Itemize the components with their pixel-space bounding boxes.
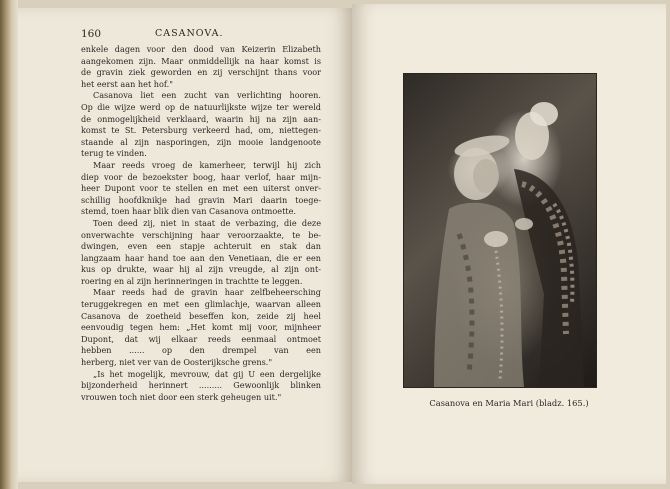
running-head: CASANOVA. bbox=[155, 28, 224, 39]
text-line: Maar reeds had de gravin haar zelfbeheersching bbox=[93, 287, 321, 298]
text-line: vrouwen toch niet door een sterk geheugen uit." bbox=[81, 391, 282, 402]
text-line: Dupont, dat wij elkaar reeds eenmaal ontmoet bbox=[81, 333, 321, 344]
text-line: Toen deed zij, niet in staat de verbazing, die deze bbox=[93, 217, 321, 228]
text-line: bijzonderheid herinnert ......... Gewoonlijk blinken bbox=[81, 380, 321, 391]
text-line: Op die wijze werd op de natuurlijkste wijze ter wereld bbox=[81, 101, 321, 112]
photo-illustration bbox=[404, 74, 596, 387]
text-line: diep voor de bezoekster boog, haar verlof, haar mijn- bbox=[81, 171, 321, 182]
page-header bbox=[81, 28, 315, 42]
text-line: de onmogelijkheid verklaard, waarin hij na zijn aan- bbox=[81, 113, 321, 124]
text-line: herberg, niet ver van de Oosterijksche grens." bbox=[81, 357, 273, 368]
photo-caption: Casanova en Maria Mari (bladz. 165.) bbox=[429, 398, 589, 408]
text-line: roering en al zijn herinneringen in trachtte te leggen. bbox=[81, 275, 303, 286]
text-line: enkele dagen voor den dood van Keizerin Elizabeth bbox=[81, 44, 321, 54]
text-line: kus op drukte, waar hij al zijn vreugde, al zijn ont- bbox=[81, 264, 321, 275]
body-text bbox=[81, 44, 321, 403]
text-line: „Is het mogelijk, mevrouw, dat gij U een dergelijke bbox=[93, 368, 321, 379]
text-line: terug te vinden. bbox=[81, 148, 147, 159]
text-line: staande al zijn nasporingen, zijn mooie landgenoote bbox=[81, 136, 321, 147]
text-line: komst te St. Petersburg verkeerd had, om, niettegen- bbox=[81, 125, 321, 136]
text-line: het eerst aan het hof." bbox=[81, 78, 173, 89]
text-line: teruggekregen en met een glimlachje, waarvan alleen bbox=[81, 299, 321, 310]
text-line: heer Dupont voor te stellen en met een uiterst onver- bbox=[81, 183, 321, 194]
text-line: aangekomen zijn. Maar onmiddellijk na haar komst is bbox=[81, 55, 321, 66]
text-line: Casanova de zoetheid beseffen kon, zeide zij heel bbox=[81, 310, 321, 321]
text-line: dwingen, even een stapje achteruit en stak dan bbox=[81, 241, 321, 252]
film-still-photo bbox=[403, 73, 597, 388]
text-line: langzaam haar hand toe aan den Venetiaan, die er een bbox=[81, 252, 321, 263]
text-line: Casanova liet een zucht van verlichting hooren. bbox=[93, 90, 321, 101]
text-line: eenvoudig tegen hem: „Het komt mij voor, mijnheer bbox=[81, 322, 321, 333]
text-line: de gravin ziek geworden en zij verschijnt thans voor bbox=[81, 67, 321, 78]
text-line: onverwachte verschijning haar veroorzaakte, te be- bbox=[81, 229, 321, 240]
book-edge bbox=[0, 0, 18, 489]
text-line: Maar reeds vroeg de kamerheer, terwijl hij zich bbox=[93, 159, 321, 170]
text-line: hebben ...... op den drempel van een bbox=[81, 345, 321, 356]
page-number: 160 bbox=[81, 28, 102, 40]
text-line: schillig hoofdknikje had gravin Mari daarin toege- bbox=[81, 194, 321, 205]
text-line: stemd, toen haar blik dien van Casanova ontmoette. bbox=[81, 206, 296, 217]
